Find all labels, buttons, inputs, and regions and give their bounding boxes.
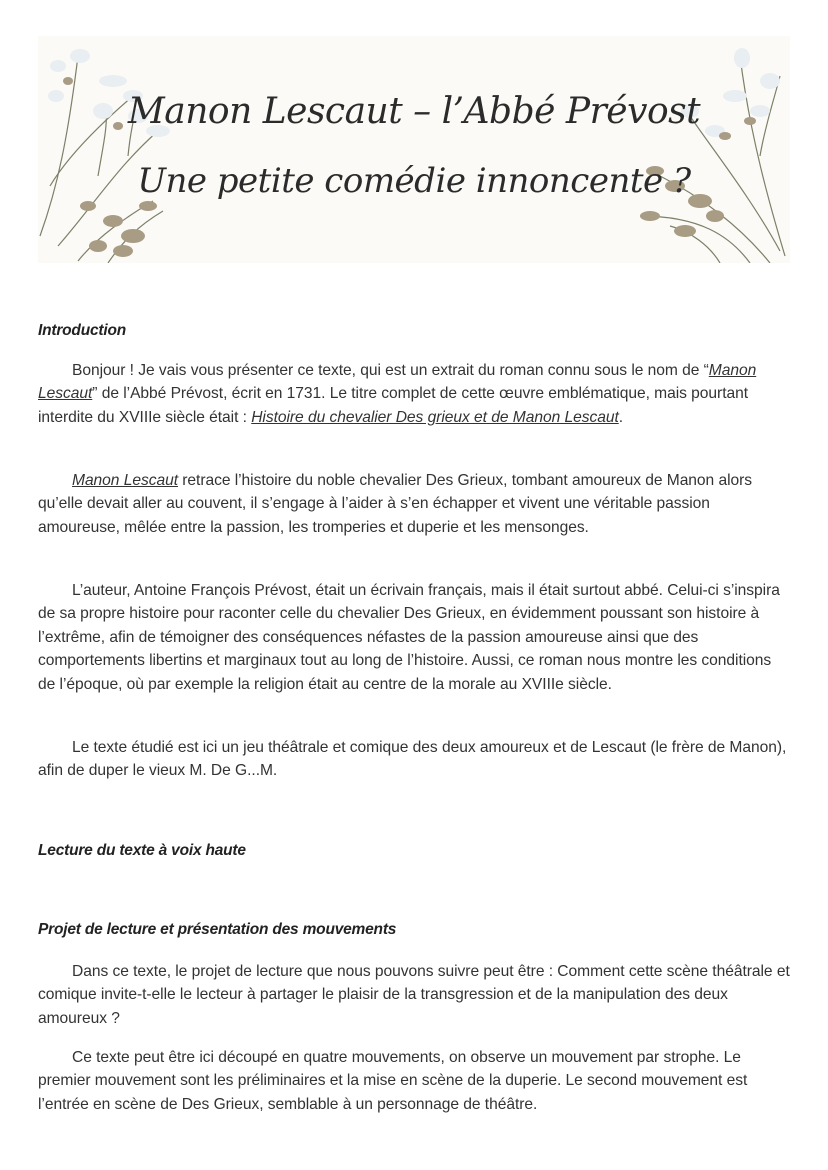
- full-title-reference: Histoire du chevalier Des grieux et de Manon Lescaut: [251, 408, 619, 426]
- paragraph-intro-4: Le texte étudié est ici un jeu théâtrale et comique des deux amoureux et de Lescaut (le frère de Manon), afin de duper le vieux M. De G...M.: [38, 739, 787, 780]
- book-title-link: Manon Lescaut: [38, 362, 757, 403]
- dried-flowers-right-icon: [630, 36, 790, 263]
- paragraph-intro-1: Bonjour ! Je vais vous présenter ce texte, qui est un extrait du roman connu sous le nom de “Manon Lescaut” de l’Abbé Prévost, écrit en 1731. Le titre complet de cette œuvre emblématique, mais pourtant interdite du XVIIIe siècle était : Histoire du chevalier Des grieux et de Manon Lescaut.: [38, 362, 757, 426]
- section-heading-introduction: Introduction: [38, 322, 126, 339]
- dried-flowers-left-icon: [38, 36, 188, 263]
- paragraph-projet-1: Dans ce texte, le projet de lecture que nous pouvons suivre peut être : Comment cette scène théâtrale et comique invite-t-elle le lecteur à partager le plaisir de la transgression et de la manipulation des deux amoureux ?: [38, 963, 790, 1027]
- document-title: Manon Lescaut – l’Abbé Prévost: [127, 91, 701, 132]
- document-subtitle: Une petite comédie innoncente ?: [137, 161, 691, 201]
- title-banner: [38, 36, 790, 263]
- section-heading-projet: Projet de lecture et présentation des mouvements: [38, 921, 397, 938]
- book-title-reference: Manon Lescaut: [72, 472, 178, 489]
- paragraph-projet-2: Ce texte peut être ici découpé en quatre mouvements, on observe un mouvement par strophe. Le premier mouvement sont les préliminaires et la mise en scène de la duperie. Le second mouvement est l’entrée en scène de Des Grieux, semblable à un personnage de théâtre.: [38, 1049, 748, 1113]
- section-heading-lecture: Lecture du texte à voix haute: [38, 842, 246, 859]
- paragraph-intro-3: L’auteur, Antoine François Prévost, était un écrivain français, mais il était surtout abbé. Celui-ci s’inspira de sa propre histoire pour raconter celle du chevalier Des Grieux, en évidemment poussant son histoire à l’extrême, afin de témoigner des conséquences néfastes de la passion amoureuse ainsi que des comportements libertins et marginaux tout au long de l’histoire. Aussi, ce roman nous montre les conditions de l’époque, où par exemple la religion était au centre de la morale au XVIIIe siècle.: [38, 582, 780, 693]
- paragraph-intro-2: Manon Lescaut retrace l’histoire du noble chevalier Des Grieux, tombant amoureux de Manon alors qu’elle devait aller au couvent, il s’engage à l’aider à s’en échapper et vivent une véritable passion amoureuse, mêlée entre la passion, les tromperies et duperie et les mensonges.: [38, 472, 753, 536]
